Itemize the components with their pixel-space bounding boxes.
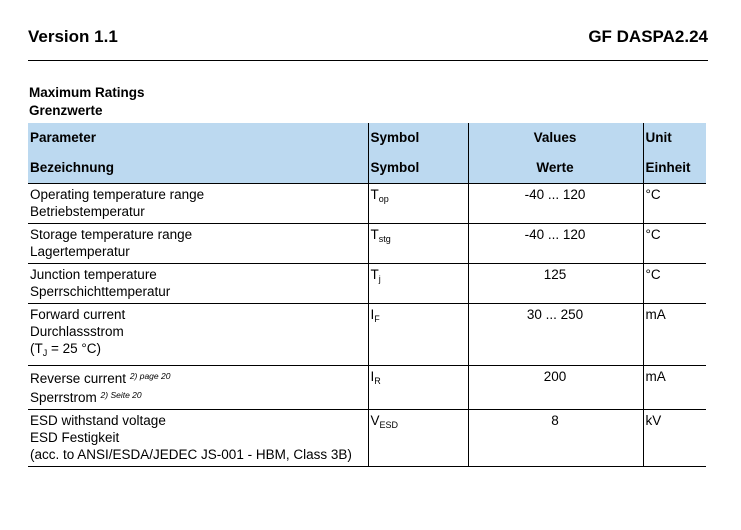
symbol: T <box>370 227 379 242</box>
value: 200 <box>468 366 643 410</box>
table-row <box>28 184 706 224</box>
symbol: I <box>370 307 375 322</box>
param-de: Sperrschichttemperatur <box>30 284 171 299</box>
symbol-subscript: R <box>374 376 381 386</box>
symbol: T <box>370 267 379 282</box>
param-de: ESD Festigkeit <box>30 430 120 445</box>
param-en: Operating temperature range <box>30 187 205 202</box>
header-divider <box>28 60 708 61</box>
value: 8 <box>468 410 643 467</box>
unit: °C <box>643 264 706 304</box>
symbol-subscript: j <box>378 274 381 284</box>
unit: kV <box>643 410 706 467</box>
table-header-row <box>28 123 706 153</box>
table-header-row-de <box>28 153 706 184</box>
table-row <box>28 264 706 304</box>
symbol-subscript: F <box>374 314 380 324</box>
unit: mA <box>643 304 706 366</box>
col-header-values: Values <box>468 123 643 153</box>
value: 30 ... 250 <box>468 304 643 366</box>
unit: °C <box>643 184 706 224</box>
part-number: GF DASPA2.24 <box>588 27 708 46</box>
symbol: V <box>370 413 380 428</box>
col-header-symbol: Symbol <box>368 123 468 153</box>
symbol: T <box>370 187 379 202</box>
value: -40 ... 120 <box>468 184 643 224</box>
section-title: Maximum Ratings <box>29 85 145 100</box>
col-header-parameter: Parameter <box>28 123 368 153</box>
param-en: Forward current <box>30 307 126 322</box>
value: 125 <box>468 264 643 304</box>
col-header-einheit: Einheit <box>643 153 706 184</box>
maximum-ratings-table <box>28 123 706 467</box>
section-subtitle: Grenzwerte <box>29 103 103 118</box>
symbol: I <box>370 369 375 384</box>
table-row <box>28 304 706 366</box>
document-version: Version 1.1 <box>28 27 118 46</box>
footnote-ref: 2) page 20 <box>129 371 171 381</box>
param-en: Junction temperature <box>30 267 157 282</box>
col-header-unit: Unit <box>643 123 706 153</box>
param-de: Betriebstemperatur <box>30 204 145 219</box>
col-header-werte: Werte <box>468 153 643 184</box>
param-condition: ($T_J = 25$ °C) <box>30 341 102 358</box>
param-de: Lagertemperatur <box>30 244 130 259</box>
param-en: Storage temperature range <box>30 227 193 242</box>
table-row <box>28 366 706 410</box>
symbol-subscript: ESD <box>379 420 399 430</box>
param-de: Durchlassstrom <box>30 324 124 339</box>
param-note: (acc. to ANSI/ESDA/JEDEC JS-001 - HBM, Class 3B) <box>30 447 352 462</box>
value: -40 ... 120 <box>468 224 643 264</box>
symbol-subscript: stg <box>378 234 391 244</box>
table-row <box>28 410 706 467</box>
unit: mA <box>643 366 706 410</box>
footnote-ref-de: 2) Seite 20 <box>100 390 142 400</box>
param-en: Reverse current <box>30 371 127 386</box>
param-de: Sperrstrom <box>30 390 97 405</box>
param-en: ESD withstand voltage <box>30 413 166 428</box>
unit: °C <box>643 224 706 264</box>
table-row <box>28 224 706 264</box>
col-header-bezeichnung: Bezeichnung <box>28 153 368 184</box>
col-header-symbol-de: Symbol <box>368 153 468 184</box>
symbol-subscript: op <box>378 194 389 204</box>
